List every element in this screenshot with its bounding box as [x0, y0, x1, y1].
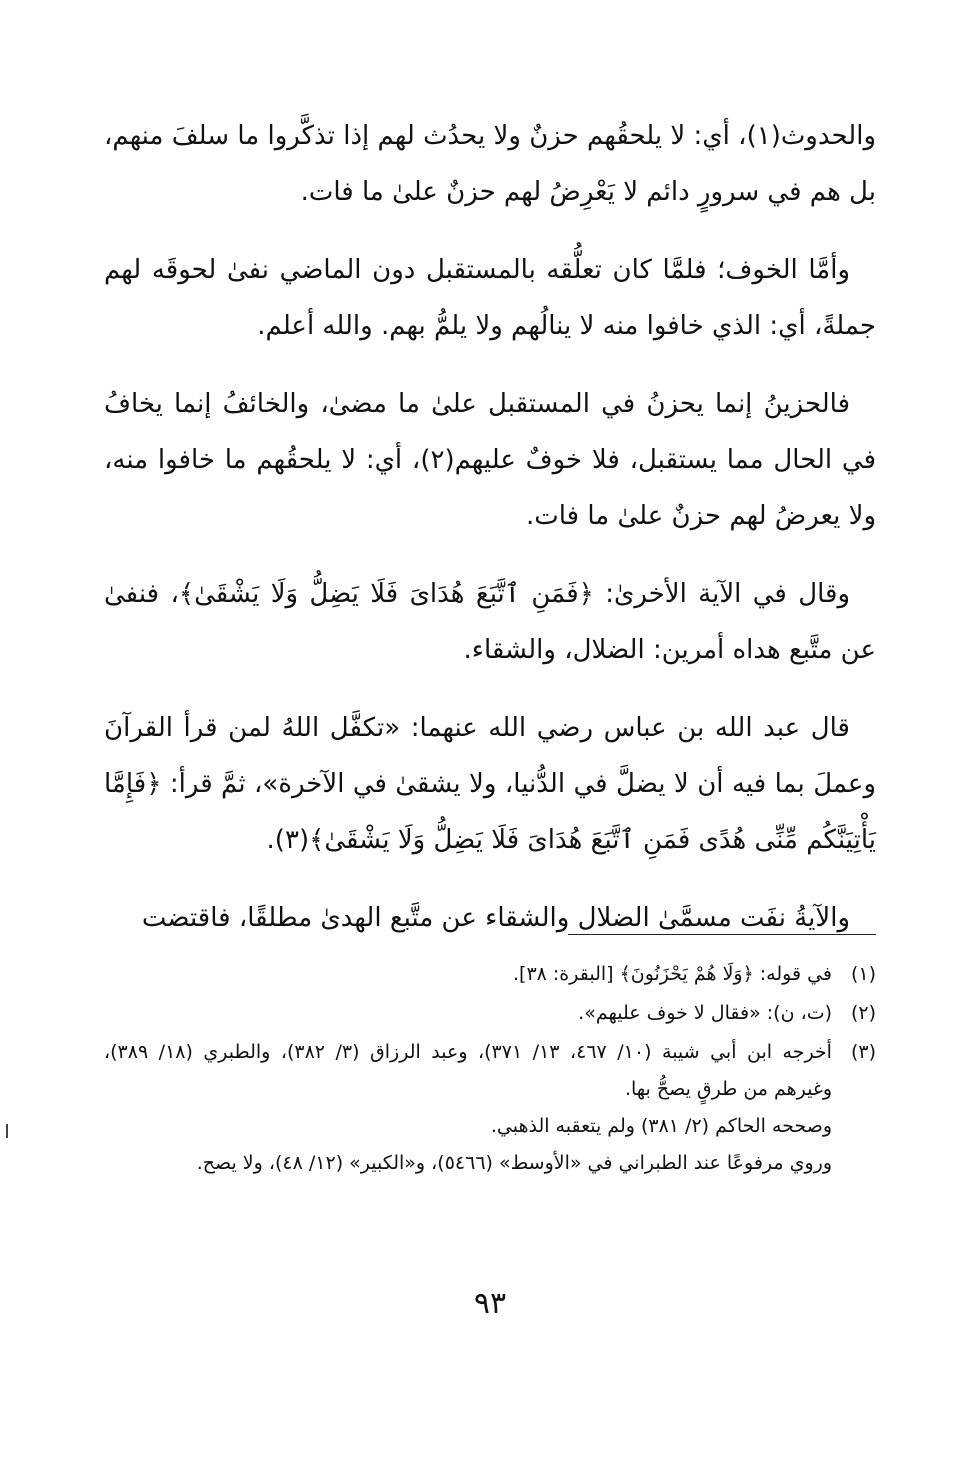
footnotes — [104, 956, 876, 1184]
footnote-2 — [104, 995, 876, 1032]
footnote-1 — [104, 956, 876, 993]
footnote-number: (١) — [850, 963, 876, 985]
paragraph: فالحزينُ إنما يحزنُ في المستقبل علىٰ ما مضىٰ، والخائفُ إنما يخافُ في الحال مما يستقبل، فلا خوفٌ عليهم(٢)، أي: لا يلحقُهم ما خافوا منه، ولا يعرضُ لهم حزنٌ علىٰ ما فات. — [104, 389, 877, 531]
footnote-number: (٢) — [850, 1002, 876, 1024]
footnote-text — [104, 1034, 832, 1182]
paragraph: وأمَّا الخوف؛ فلمَّا كان تعلُّقه بالمستقبل دون الماضي نفىٰ لحوقَه لهم جملةً، أي: الذي خافوا منه لا ينالُهم ولا يلمُّ بهم. والله أعلم. — [104, 255, 876, 341]
paragraph: والآيةُ نفَت مسمَّىٰ الضلال والشقاء عن متَّبع الهدىٰ مطلقًا، فاقتضت — [141, 903, 850, 933]
paragraph: والحدوث(١)، أي: لا يلحقُهم حزنٌ ولا يحدُث لهم إذا تذكَّروا ما سلفَ منهم، بل هم في سرورٍ دائم لا يَعْرِضُ لهم حزنٌ علىٰ ما فات. — [104, 121, 876, 207]
scan-edge-mark — [6, 1124, 8, 1138]
footnote-line: وروي مرفوعًا عند الطبراني في «الأوسط» (٥٤٦٦)، و«الكبير» (١٢/ ٤٨)، ولا يصح. — [196, 1152, 832, 1174]
footnote-number: (٣) — [850, 1041, 876, 1063]
footnote-text: (ت، ن): «فقال لا خوف عليهم». — [578, 1002, 832, 1024]
footnote-separator — [568, 934, 876, 935]
main-text — [104, 108, 876, 946]
page-number: ٩٣ — [473, 1286, 507, 1321]
footnote-line: وصححه الحاكم (٢/ ٣٨١) ولم يتعقبه الذهبي. — [490, 1115, 832, 1137]
footnote-text: في قوله: ﴿وَلَا هُمْ يَحْزَنُونَ﴾ [البقرة: ٣٨]. — [512, 963, 832, 985]
paragraph: وقال في الآية الأخرىٰ: ﴿فَمَنِ ٱتَّبَعَ هُدَاىَ فَلَا يَضِلُّ وَلَا يَشْقَىٰ﴾، فنفىٰ عن متَّبع هداه أمرين: الضلال، والشقاء. — [104, 579, 876, 665]
paragraph: قال عبد الله بن عباس رضي الله عنهما: «تكفَّل اللهُ لمن قرأ القرآنَ وعملَ بما فيه أن لا يضلَّ في الدُّنيا، ولا يشقىٰ في الآخرة»، ثمَّ قرأ: ﴿فَإِمَّا يَأْتِيَنَّكُم مِّنِّى هُدًى فَمَنِ ٱتَّبَعَ هُدَاىَ فَلَا يَضِلُّ وَلَا يَشْقَىٰ﴾(٣). — [104, 713, 876, 855]
footnote-3 — [104, 1034, 876, 1182]
footnote-line: أخرجه ابن أبي شيبة (١٠/ ٤٦٧، ١٣/ ٣٧١)، وعبد الرزاق (٣/ ٣٨٢)، والطبري (١٨/ ٣٨٩)، وغيرهم من طرقٍ يصحُّ بها. — [104, 1041, 832, 1100]
